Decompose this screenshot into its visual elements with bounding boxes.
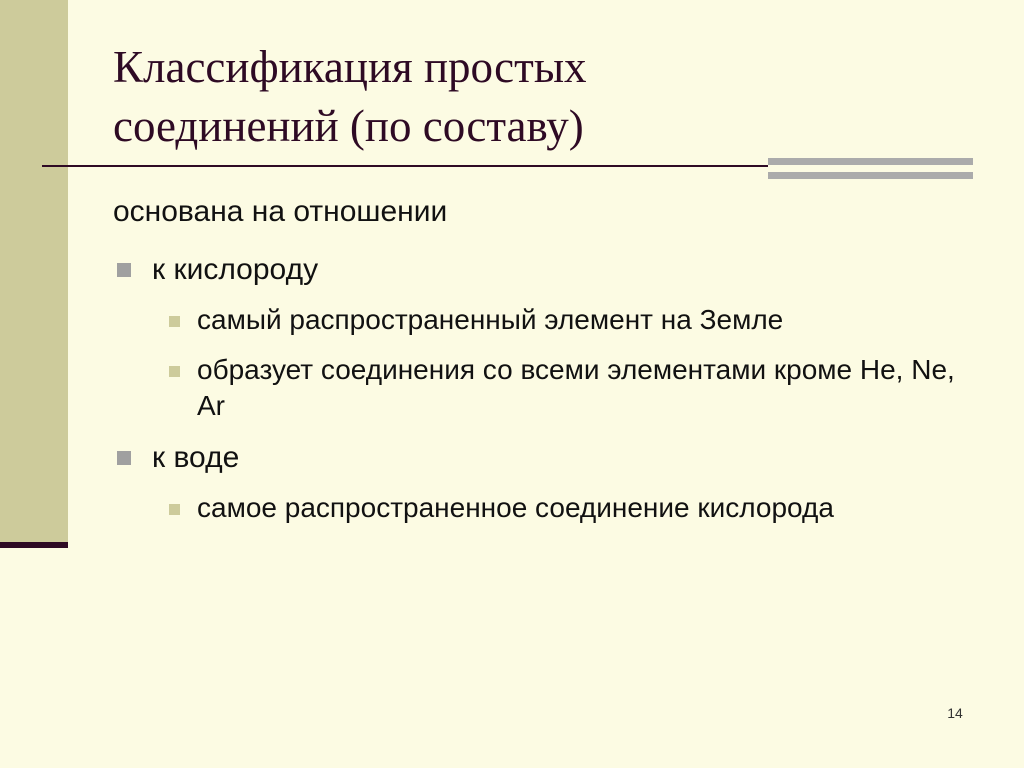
bullet-item-water — [113, 438, 993, 478]
sub-bullet-text: образует соединения со всеми элементами кроме He, Ne, Ar — [197, 354, 955, 421]
bullet-item-oxygen — [113, 250, 993, 290]
bullet-item-label: к кислороду — [152, 253, 319, 286]
sub-bullet-text: самое распространенное соединение кислорода — [197, 492, 834, 523]
slide-title — [113, 38, 873, 156]
square-bullet-icon — [169, 366, 180, 377]
accent-bar-top — [768, 158, 973, 165]
square-bullet-icon — [169, 504, 180, 515]
square-bullet-icon — [117, 263, 131, 277]
sub-bullet-item — [197, 352, 977, 424]
square-bullet-icon — [169, 316, 180, 327]
slide-title-line-1: Классификация простых — [113, 42, 587, 92]
left-decorative-band — [0, 0, 68, 542]
slide-title-line-2: соединений (по составу) — [113, 101, 584, 151]
accent-bar-bottom — [768, 172, 973, 179]
left-band-underline — [0, 542, 68, 548]
page-number: 14 — [947, 705, 963, 721]
sub-bullet-text: самый распространенный элемент на Земле — [197, 304, 784, 335]
slide-body — [113, 192, 993, 540]
title-divider — [42, 165, 768, 167]
sub-bullet-item — [197, 302, 977, 338]
bullet-item-label: к воде — [152, 441, 240, 474]
intro-text: основана на отношении — [113, 195, 448, 228]
square-bullet-icon — [117, 451, 131, 465]
sub-bullet-item — [197, 490, 977, 526]
